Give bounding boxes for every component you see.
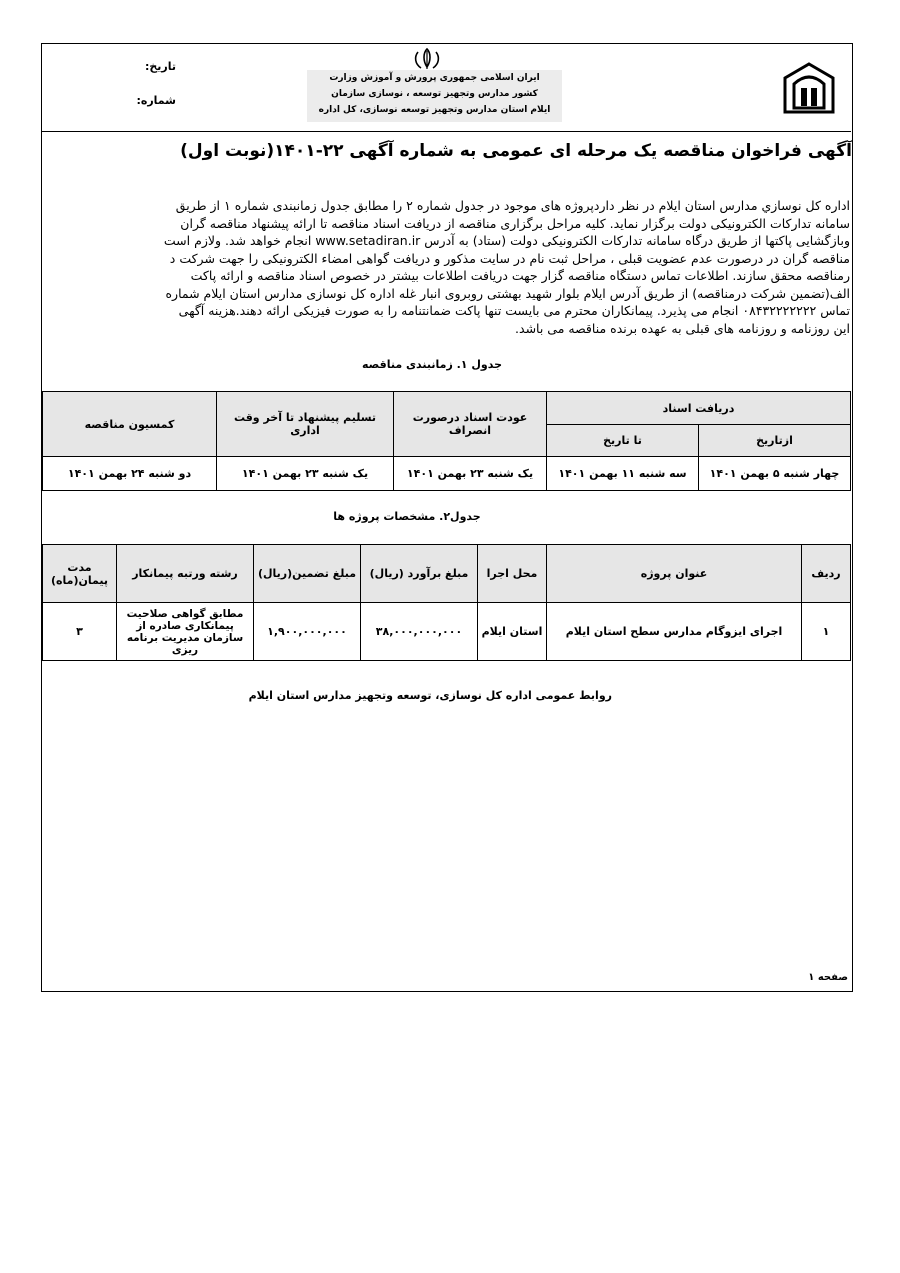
header-commission: کمسیون مناقصه: [43, 392, 217, 457]
table-row: [43, 603, 851, 661]
header-receive-docs: دریافت اسناد: [547, 392, 851, 425]
org-line: ایران اسلامی جمهوری پرورش و آموزش وزارت: [329, 73, 540, 83]
announcement-body: [44, 197, 850, 337]
header-duration: مدت پیمان(ماه): [43, 545, 117, 603]
letterhead: [42, 44, 851, 132]
cell-guarantee: ۱,۹۰۰,۰۰۰,۰۰۰: [254, 603, 361, 661]
header-submit-offer: تسلیم پیشنهاد تا آخر وقت اداری: [217, 392, 394, 457]
body-line: مناقصه گران در درصورت عدم عضویت قبلی ، مراحل ثبت نام در سایت مذکور و دریافت گواهی امضاء الکترونیکی را جهت شرکت د: [169, 250, 850, 266]
cell-contractor-grade: مطابق گواهی صلاحیت پیمانکاری صادره از سازمان مدیریت برنامه ریزی: [117, 603, 254, 661]
organization-block: [307, 70, 562, 122]
page-frame: [41, 43, 853, 992]
header-location: محل اجرا: [478, 545, 547, 603]
header-guarantee: مبلغ تضمین(ریال): [254, 545, 361, 603]
header-contractor-grade: رشته ورتبه پیمانکار: [117, 545, 254, 603]
number-label: شماره:: [136, 94, 176, 107]
header-from-date: ازتاریخ: [699, 425, 851, 457]
public-relations-signature: روابط عمومی اداره کل نوسازی، توسعه وتجهیز مدارس استان ایلام: [248, 689, 612, 702]
cell-return-date: یک شنبه ۲۳ بهمن ۱۴۰۱: [394, 457, 547, 491]
body-line: اداره کل نوسازي مدارس استان ایلام در نظر داردپروژه های موجود در جدول شماره ۲ را مطابق جدول زمانبندی شماره ۱ از طریق: [175, 198, 850, 213]
organization-logo-icon: [782, 62, 836, 114]
cell-submit-date: یک شنبه ۲۳ بهمن ۱۴۰۱: [217, 457, 394, 491]
cell-commission-date: دو شنبه ۲۴ بهمن ۱۴۰۱: [43, 457, 217, 491]
header-to-date: تا تاریخ: [547, 425, 699, 457]
page-number: صفحه ۱: [808, 972, 848, 983]
announcement-title: آگهی فراخوان مناقصه یک مرحله ای عمومی به شماره آگهی ۲۲-۱۴۰۱(نوبت اول): [180, 141, 852, 161]
body-line: رمناقصه محقق سازند. اطلاعات تماس دستگاه مناقصه گزار جهت دریافت اطلاعات بیشتر در خصوص اسناد مناقصه و ارائه پاکت: [190, 268, 850, 283]
org-line: ایلام استان مدارس وتجهیز توسعه نوسازی، کل اداره: [318, 105, 551, 115]
body-line: وبازگشایی پاکتها از طریق درگاه سامانه تدارکات الکترونیکی دولت (ستاد) به آدرس www.setadiran.ir انجام خواهد شد. ولازم است: [163, 233, 850, 248]
cell-estimate: ۳۸,۰۰۰,۰۰۰,۰۰۰: [361, 603, 478, 661]
header-return-docs: عودت اسناد درصورت انصراف: [394, 392, 547, 457]
cell-project-title: اجرای ایزوگام مدارس سطح استان ایلام: [547, 603, 802, 661]
tender-schedule-table: [42, 391, 851, 491]
table2-caption: جدول۲. مشخصات پروژه ها: [333, 510, 481, 523]
projects-table: [42, 544, 851, 661]
body-line: سامانه تدارکات الکترونیکی دولت برگزار نماید. کلیه مراحل برگزاری مناقصه از دریافت اسناد مناقصه تا ارائه پیشنهاد مناقصه گران: [180, 215, 850, 231]
body-line: این روزنامه و روزنامه های قبلی به عهده برنده مناقصه می باشد.: [515, 320, 850, 336]
org-line: کشور مدارس وتجهیز توسعه ، نوسازی سازمان: [331, 89, 538, 99]
body-line: تماس ۰۸۴۳۲۲۲۲۲۲۲ انجام می پذیرد. پیمانکاران محترم می بایست تنها پاکت ضمانتنامه را به صورت فیزیکی ارائه دهند.هزینه آگهی: [178, 303, 850, 318]
cell-to-date: سه شنبه ۱۱ بهمن ۱۴۰۱: [547, 457, 699, 491]
cell-location: استان ایلام: [478, 603, 547, 661]
header-row-number: ردیف: [802, 545, 851, 603]
table1-caption: جدول ۱. زمانبندی مناقصه: [361, 358, 503, 371]
cell-duration: ۳: [43, 603, 117, 661]
cell-row-number: ۱: [802, 603, 851, 661]
body-line: الف(تضمین شرکت درمناقصه) از طریق آدرس ایلام بلوار شهید بهشتی روبروی انبار غله اداره کل نوسازی مدارس استان ایلام شماره: [165, 285, 850, 301]
iran-emblem-icon: [412, 47, 442, 71]
header-project-title: عنوان پروژه: [547, 545, 802, 603]
cell-from-date: چهار شنبه ۵ بهمن ۱۴۰۱: [699, 457, 851, 491]
header-estimate: مبلغ برآورد (ریال): [361, 545, 478, 603]
date-label: تاریخ:: [144, 60, 176, 73]
